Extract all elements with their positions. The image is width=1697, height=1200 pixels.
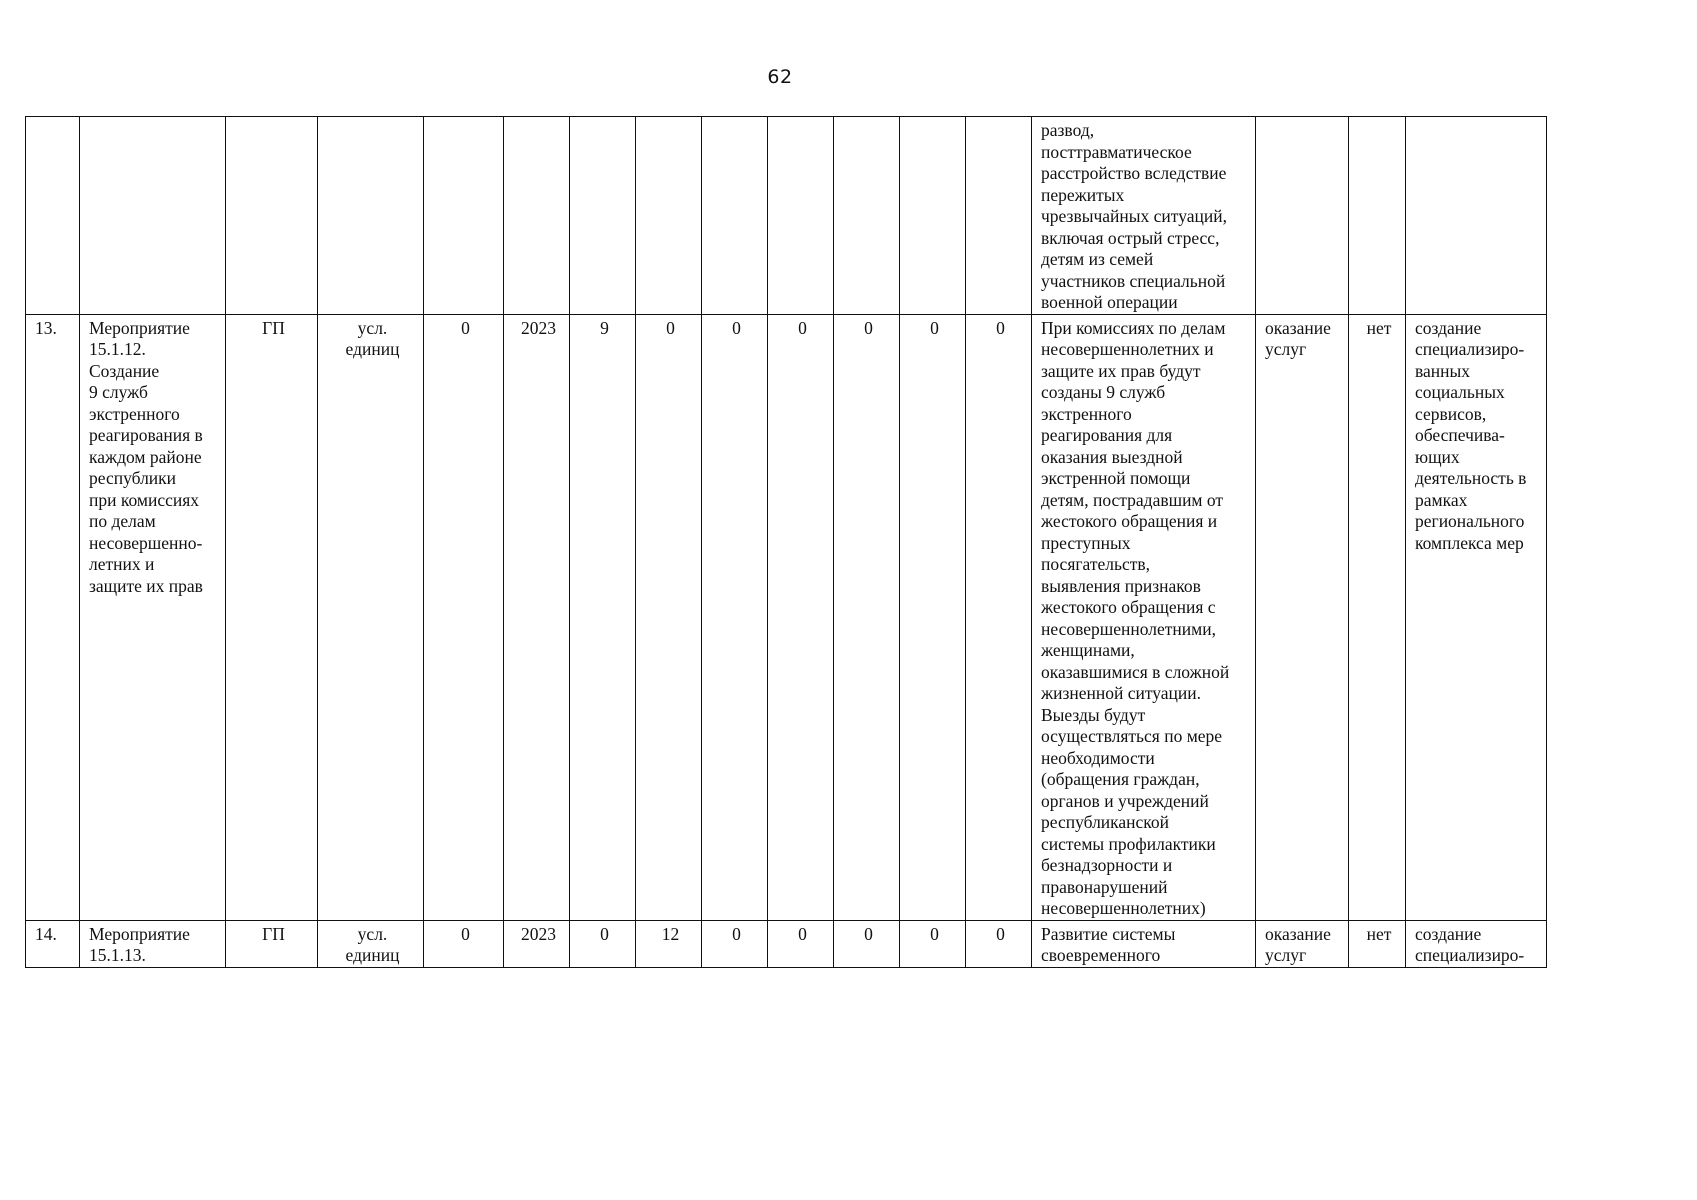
base-value: 0 [424,314,504,920]
value-cell [966,117,1032,315]
value-cell [570,117,636,315]
value-cell: 0 [768,920,834,967]
value-cell: 9 [570,314,636,920]
unit [318,117,424,315]
activity-type: оказание услуг [1256,920,1349,967]
page-number: 62 [767,66,793,88]
table-row [26,314,1547,920]
row-number: 14. [26,920,80,967]
value-cell: 0 [834,314,900,920]
base-year: 2023 [504,314,570,920]
value-cell [636,117,702,315]
measure-name: Мероприятие 15.1.13. [80,920,226,967]
base-year [504,117,570,315]
base-value: 0 [424,920,504,967]
value-cell: 0 [702,920,768,967]
value-cell [768,117,834,315]
activity-type: оказание услуг [1256,314,1349,920]
base-value [424,117,504,315]
measure-name: Мероприятие 15.1.12. Создание 9 служб экстренного реагирования в каждом районе республики при комиссиях по делам несовершенно- летних и защите их прав [80,314,226,920]
value-cell: 0 [900,314,966,920]
measure-name [80,117,226,315]
value-cell [900,117,966,315]
value-cell: 0 [834,920,900,967]
flag-cell: нет [1349,314,1406,920]
activity-type [1256,117,1349,315]
value-cell: 0 [636,314,702,920]
base-year: 2023 [504,920,570,967]
value-cell [834,117,900,315]
value-cell: 0 [900,920,966,967]
result-description: развод, посттравматическое расстройство вследствие пережитых чрезвычайных ситуаций, включая острый стресс, детям из семей участников специальной военной операции [1032,117,1256,315]
measures-table [25,116,1547,968]
result-characteristic [1406,117,1547,315]
row-number [26,117,80,315]
result-characteristic: создание специализиро- [1406,920,1547,967]
row-number: 13. [26,314,80,920]
table-row [26,920,1547,967]
value-cell: 0 [702,314,768,920]
result-description: Развитие системы своевременного [1032,920,1256,967]
flag-cell: нет [1349,920,1406,967]
result-characteristic: создание специализиро- ванных социальных сервисов, обеспечива- ющих деятельность в рамках регионального комплекса мер [1406,314,1547,920]
flag-cell [1349,117,1406,315]
table-row [26,117,1547,315]
value-cell [702,117,768,315]
unit: усл. единиц [318,920,424,967]
value-cell: 12 [636,920,702,967]
value-cell: 0 [966,920,1032,967]
result-description: При комиссиях по делам несовершеннолетних и защите их прав будут созданы 9 служб экстренного реагирования для оказания выездной экстренной помощи детям, пострадавшим от жестокого обращения и преступных посягательств, выявления признаков жестокого обращения с несовершеннолетними, женщинами, оказавшимися в сложной жизненной ситуации. Выезды будут осуществляться по мере необходимости (обращения граждан, органов и учреждений республиканской системы профилактики безнадзорности и правонарушений несовершеннолетних) [1032,314,1256,920]
value-cell: 0 [768,314,834,920]
value-cell: 0 [966,314,1032,920]
program-type [226,117,318,315]
value-cell: 0 [570,920,636,967]
program-type: ГП [226,314,318,920]
unit: усл. единиц [318,314,424,920]
program-type: ГП [226,920,318,967]
